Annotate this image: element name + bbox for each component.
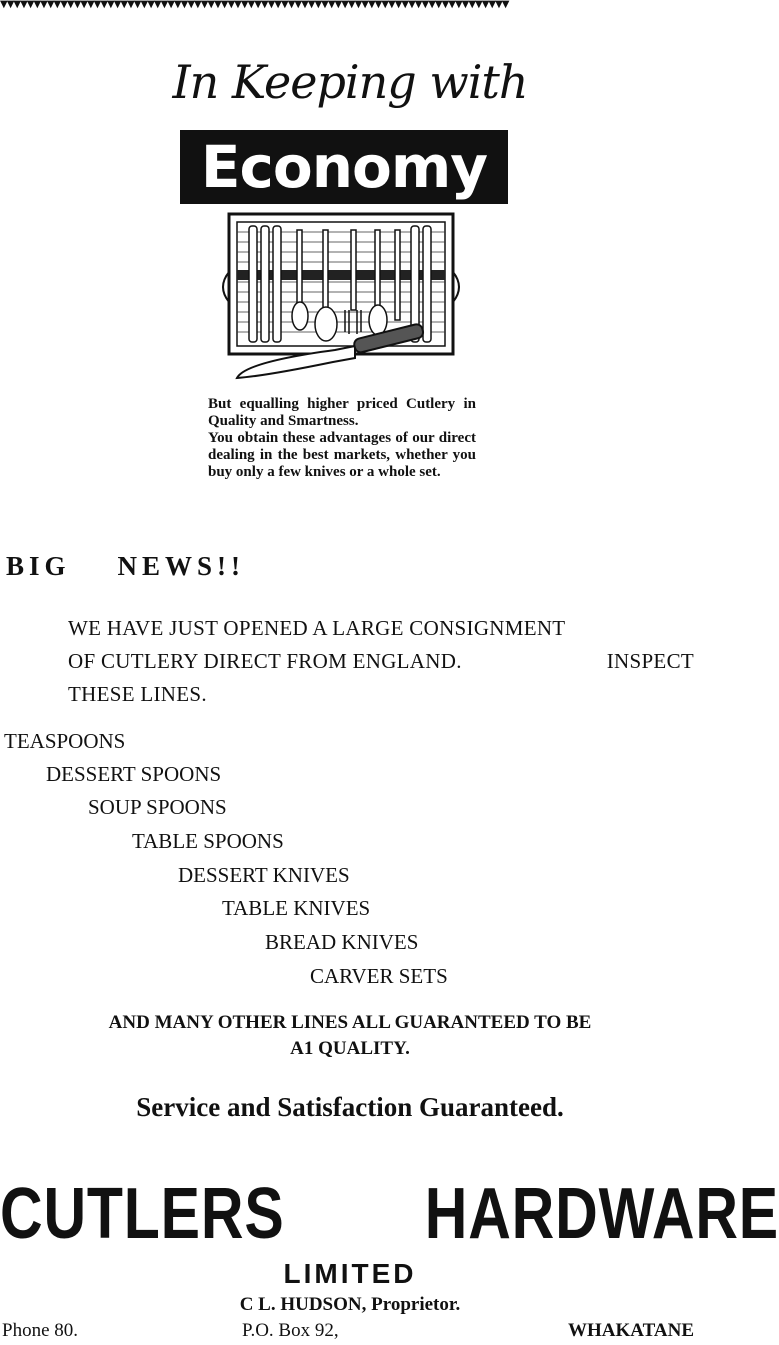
product-list-item: BREAD KNIVES <box>265 930 419 954</box>
guarantee-line-1: AND MANY OTHER LINES ALL GUARANTEED TO BE <box>108 1012 592 1033</box>
product-list-item: DESSERT SPOONS <box>46 762 222 786</box>
product-list-item: SOUP SPOONS <box>88 795 227 819</box>
decorative-top-border: ▼▼▼▼▼▼▼▼▼▼▼▼▼▼▼▼▼▼▼▼▼▼▼▼▼▼▼▼▼▼▼▼▼▼▼▼▼▼▼▼▼▼▼▼▼▼▼▼▼▼▼▼▼▼▼▼▼▼▼▼▼▼▼▼▼▼▼▼▼▼▼▼▼▼▼▼ <box>0 0 509 10</box>
company-name <box>0 1172 779 1256</box>
guarantee-note <box>10 1010 690 1062</box>
product-list-item: DESSERT KNIVES <box>178 863 350 887</box>
cutlery-canteen-icon <box>215 212 467 384</box>
company-suffix: LIMITED <box>283 1258 417 1289</box>
blurb-paragraph-2: You obtain these advantages of our direct dealing in the best markets, whether you buy only a few knives or a whole set. <box>208 430 476 480</box>
big-news-heading: BIG NEWS!! <box>6 551 246 581</box>
announcement-line-2 <box>68 645 694 678</box>
announcement-line-2-left: OF CUTLERY DIRECT FROM ENGLAND. <box>68 649 462 673</box>
phone-number: Phone 80. <box>2 1320 78 1341</box>
announcement-line-2-right: INSPECT <box>606 649 694 673</box>
announcement-line-1: WE HAVE JUST OPENED A LARGE CONSIGNMENT <box>68 616 566 640</box>
product-list-item: CARVER SETS <box>310 964 448 988</box>
economy-banner: Economy <box>180 130 508 204</box>
guarantee-line-2: A1 QUALITY. <box>290 1038 410 1059</box>
blurb-paragraph-1: But equalling higher priced Cutlery in Quality and Smartness. <box>208 396 476 429</box>
proprietor-line: C L. HUDSON, Proprietor. <box>239 1294 461 1315</box>
footer-contact <box>0 1320 700 1344</box>
announcement-text <box>68 612 694 711</box>
product-list-item: TABLE SPOONS <box>132 829 284 853</box>
service-slogan: Service and Satisfaction Guaranteed. <box>136 1092 564 1122</box>
company-name-word-1: CUTLERS <box>0 1174 285 1254</box>
headline-script-text: In Keeping with <box>172 55 528 109</box>
product-list-item: TEASPOONS <box>4 729 126 753</box>
po-box: P.O. Box 92, <box>242 1320 339 1341</box>
product-list-item: TABLE KNIVES <box>222 896 371 920</box>
company-name-word-2: HARDWARE <box>424 1174 779 1254</box>
blurb-text <box>208 396 476 481</box>
announcement-line-3: THESE LINES. <box>68 682 207 706</box>
town-name: WHAKATANE <box>568 1320 694 1341</box>
